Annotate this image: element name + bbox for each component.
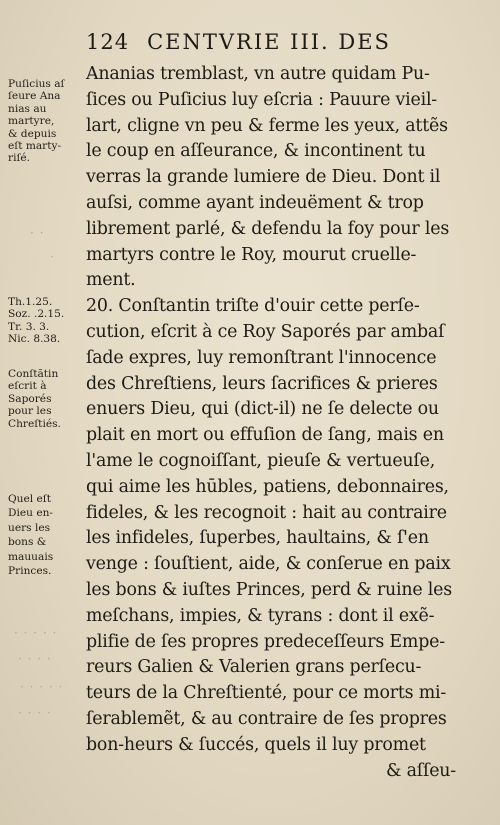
- text-line: enuers Dieu, qui (dict-il) ne ſe delecte ou: [86, 399, 439, 420]
- show-through-mark: · · · · ·: [20, 680, 64, 694]
- margin-line: eſt marty-: [8, 140, 62, 153]
- text-line: des Chreſtiens, leurs ſacrifices & prieres: [86, 373, 438, 394]
- text-line: fideles, & les recognoit : hait au contraire: [86, 502, 447, 523]
- running-title: CENTVRIE III. DES: [147, 30, 391, 54]
- margin-line: eſcrit à: [8, 380, 47, 393]
- show-through-mark: · · · ·: [18, 652, 52, 666]
- margin-line: & depuis: [8, 127, 57, 140]
- margin-line: Soz. .2.15.: [8, 308, 65, 321]
- show-through-mark: · · · ·: [18, 706, 52, 720]
- text-line: verras la grande lumiere de Dieu. Dont il: [86, 167, 441, 188]
- margin-line: bons &: [8, 536, 47, 549]
- margin-line: Quel eſt: [8, 493, 51, 505]
- margin-line: martyre,: [8, 115, 55, 128]
- text-line: bon-heurs & ſuccés, quels il luy promet: [86, 734, 426, 755]
- text-line: l'ame le cognoiſſant, pieuſe & vertueuſe,: [86, 450, 436, 471]
- running-header: [86, 30, 391, 54]
- text-line: ment.: [86, 270, 136, 291]
- text-line: ſade expres, luy remonſtrant l'innocence: [86, 347, 437, 368]
- text-line: qui aime les hūbles, patiens, debonnaires,: [86, 476, 449, 497]
- margin-line: Chreſtiés.: [8, 417, 61, 430]
- margin-line: Princes.: [8, 565, 52, 578]
- text-line: plifie de ſes propres predeceſſeurs Empe-: [86, 631, 445, 652]
- text-line: les infideles, ſuperbes, haultains, & ſ'en: [86, 528, 429, 549]
- text-line: venge : ſouſtient, aide, & conſerue en paix: [86, 554, 451, 575]
- margin-line: Conſtãtin: [8, 368, 59, 380]
- text-line: les bons & iuſtes Princes, perd & ruine les: [86, 579, 452, 600]
- text-line: meſchans, impies, & tyrans : dont il exẽ-: [86, 605, 435, 626]
- text-line: teurs de la Chreſtienté, pour ce morts mi-: [86, 683, 447, 704]
- margin-note-constantin: [8, 368, 84, 430]
- text-line: Ananias tremblast, vn autre quidam Pu-: [86, 64, 430, 84]
- text-line: martyrs contre le Roy, mourut cruelle-: [86, 244, 417, 265]
- text-line: cution, eſcrit à ce Roy Saporés par ambaſ: [86, 321, 445, 342]
- margin-line: Saporés: [8, 392, 52, 405]
- margin-note-pusicius: [8, 78, 84, 165]
- margin-line: ſeure Ana: [8, 90, 61, 103]
- text-line: 20. Conſtantin triſte d'ouir cette perſe-: [86, 296, 420, 317]
- margin-note-dieu: [8, 492, 84, 578]
- text-line: lart, cligne vn peu & ferme les yeux, attẽs: [86, 115, 448, 136]
- show-through-mark: · · · · ·: [14, 626, 58, 640]
- margin-line: mauuais: [8, 550, 54, 563]
- text-line: le coup en aſſeurance, & incontinent tu: [86, 141, 426, 162]
- show-through-mark: · ·: [30, 226, 45, 240]
- body-text: [86, 62, 456, 784]
- text-line: plait en mort ou effuſion de ſang, mais en: [86, 425, 444, 446]
- margin-line: nias au: [8, 102, 47, 115]
- margin-line: uers les: [8, 521, 51, 534]
- margin-line: Th.1.25.: [8, 296, 53, 308]
- margin-line: Nic. 8.38.: [8, 333, 61, 346]
- text-line: ſices ou Puſicius luy eſcria : Pauure vieil-: [86, 89, 437, 110]
- margin-line: Puſicius aſ: [8, 78, 65, 90]
- catchword-line: & aſſeu-: [385, 760, 456, 781]
- text-line: auſsi, comme ayant indeuëment & trop: [86, 192, 424, 213]
- show-through-mark: ·: [50, 250, 55, 264]
- margin-note-references: [8, 296, 84, 346]
- text-line: reurs Galien & Valerien grans perſecu-: [86, 657, 422, 678]
- text-line: ſerablemẽt, & au contraire de ſes propres: [86, 708, 447, 729]
- margin-line: riſé.: [8, 152, 31, 165]
- margin-line: Tr. 3. 3.: [8, 320, 50, 333]
- text-line: librement parlé, & defendu la foy pour les: [86, 218, 450, 239]
- margin-line: pour les: [8, 405, 52, 418]
- margin-line: Dieu en-: [8, 507, 54, 520]
- page-number: 124: [86, 30, 130, 54]
